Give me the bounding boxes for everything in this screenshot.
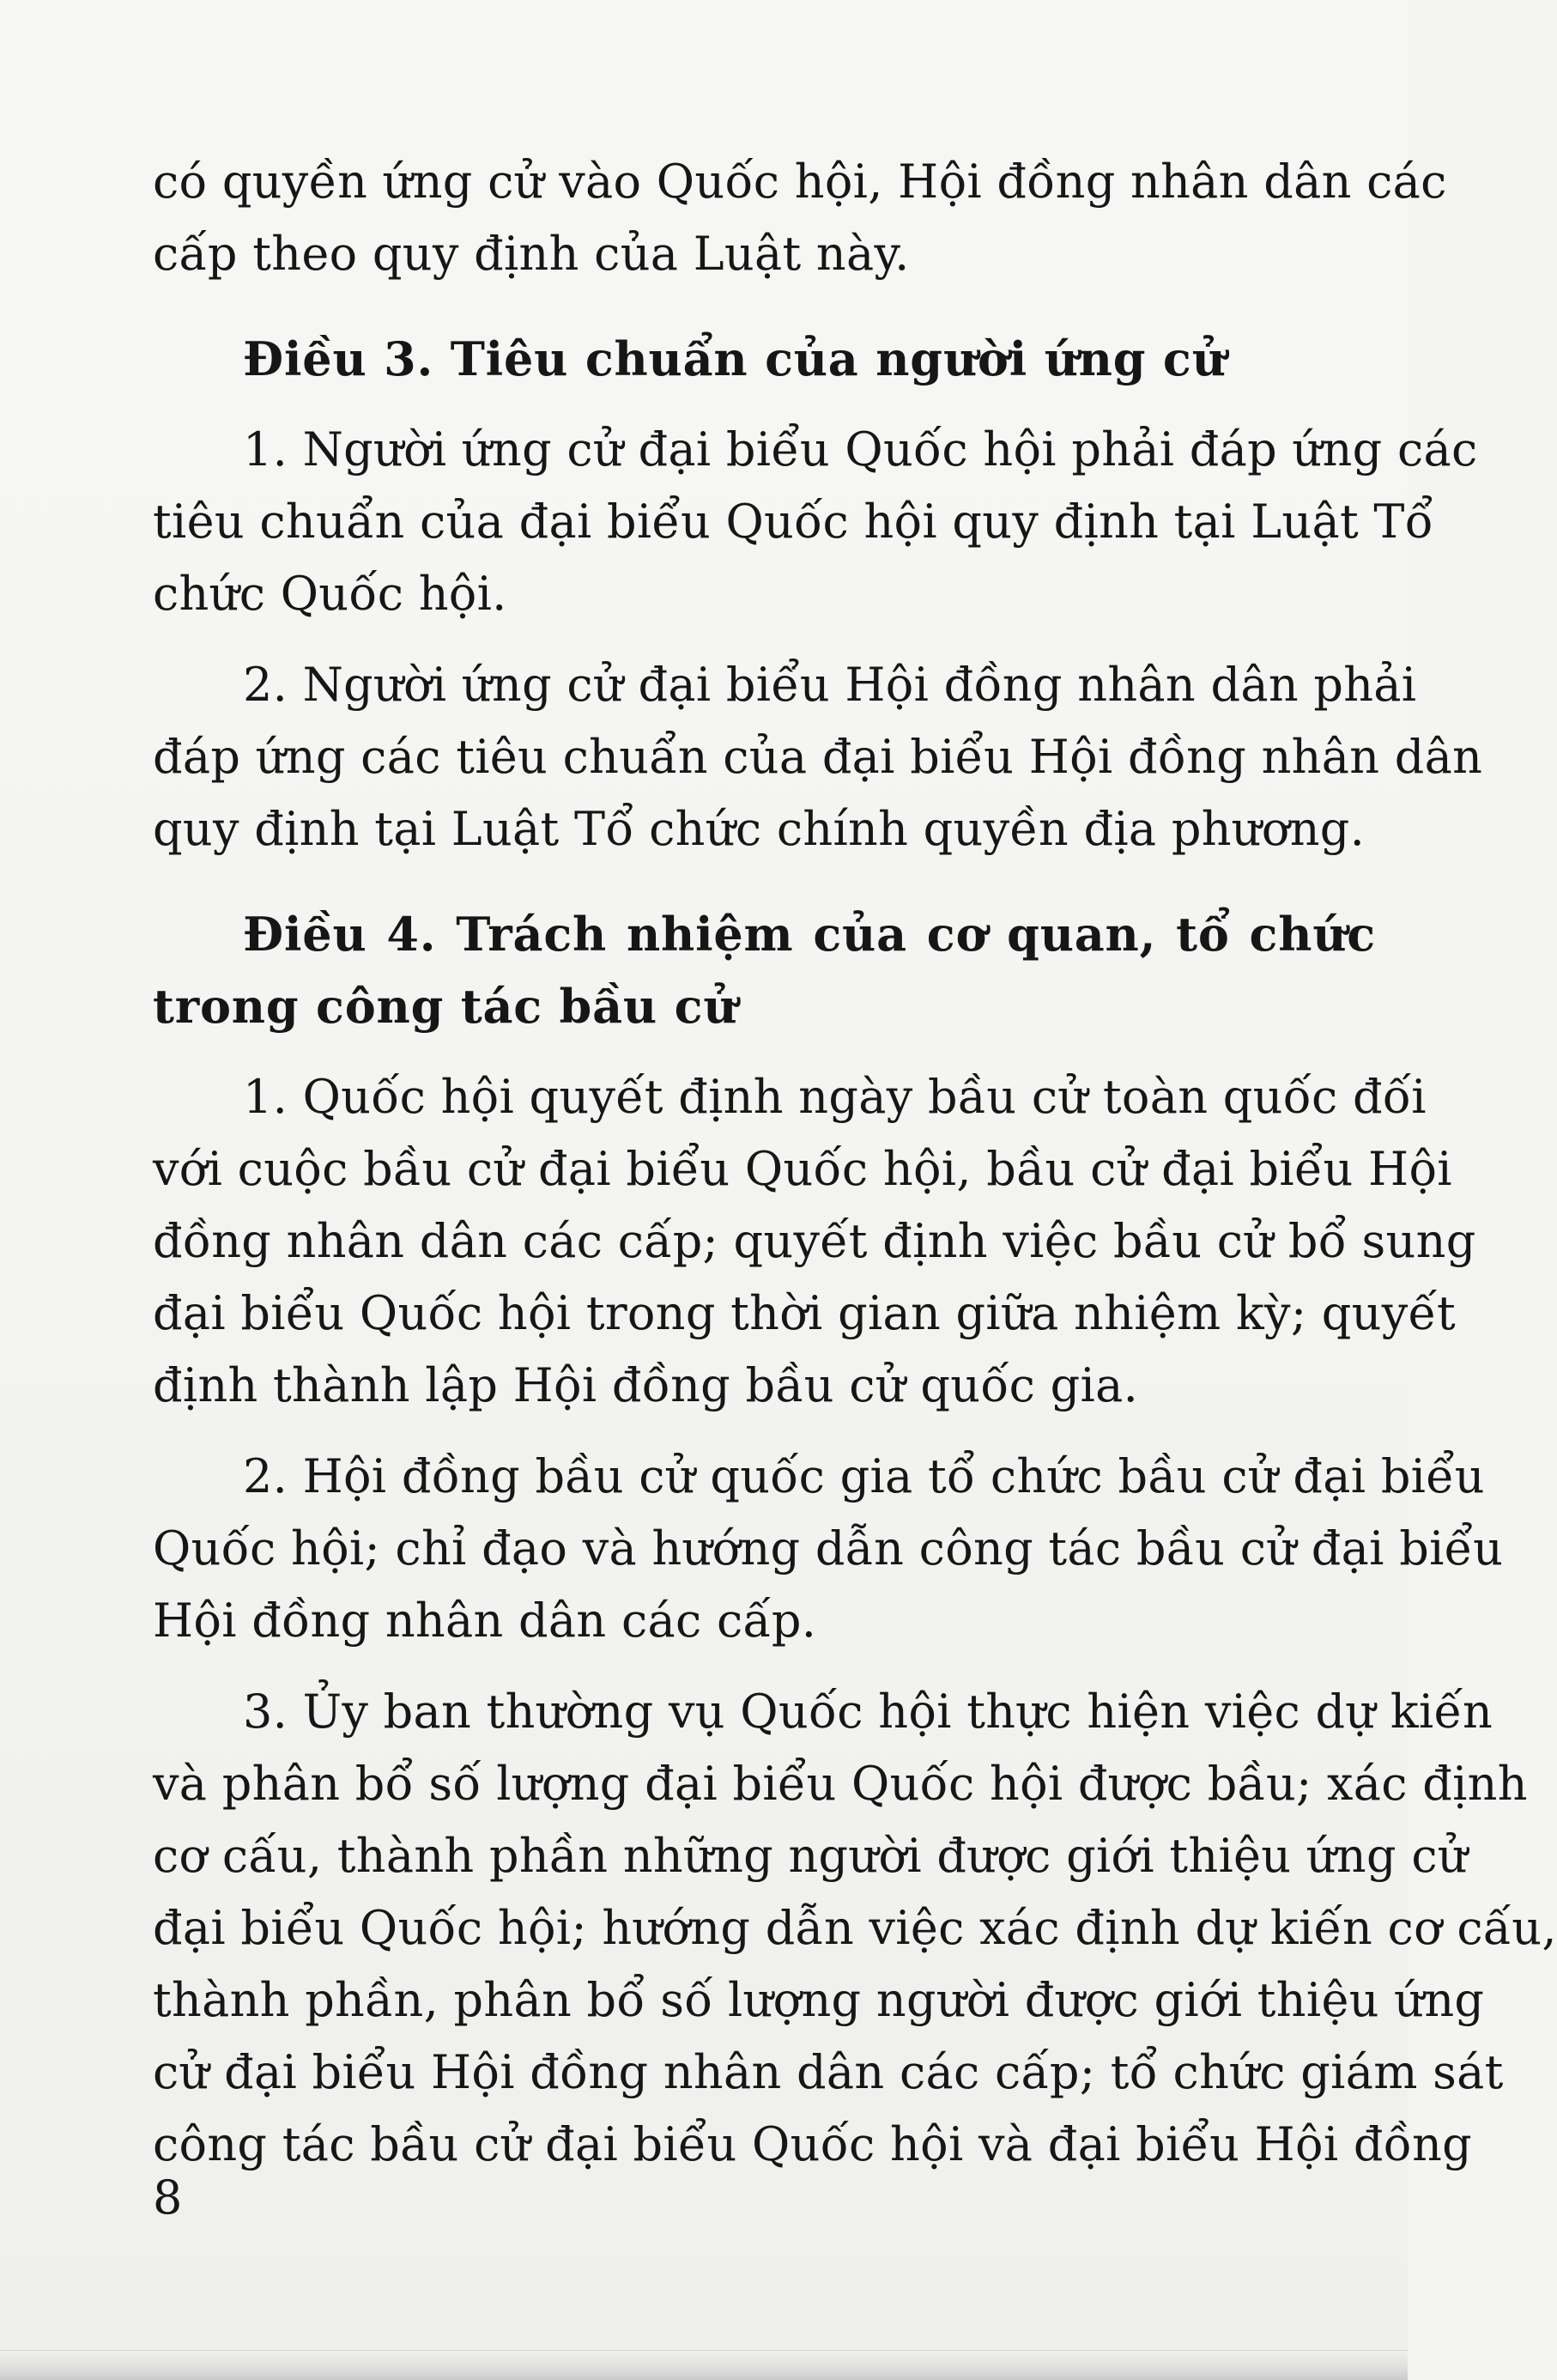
article-heading: Điều 3. Tiêu chuẩn của người ứng cử (243, 331, 1227, 386)
text-line: 1. Người ứng cử đại biểu Quốc hội phải đáp ứng các (243, 422, 1478, 477)
text-line: thành phần, phân bổ số lượng người được giới thiệu ứng (153, 1973, 1485, 2027)
text-line: chức Quốc hội. (153, 567, 507, 621)
text-line: cấp theo quy định của Luật này. (153, 227, 910, 281)
text-line: có quyền ứng cử vào Quốc hội, Hội đồng nhân dân các (153, 155, 1447, 209)
article-heading: trong công tác bầu cử (153, 979, 738, 1034)
page-bottom-edge (0, 2350, 1408, 2380)
text-line: 3. Ủy ban thường vụ Quốc hội thực hiện việc dự kiến (243, 1685, 1493, 1739)
text-line: 2. Người ứng cử đại biểu Hội đồng nhân dân phải (243, 658, 1417, 712)
text-line: đáp ứng các tiêu chuẩn của đại biểu Hội đồng nhân dân (153, 730, 1483, 784)
page-body (153, 155, 1557, 2172)
text-line: tiêu chuẩn của đại biểu Quốc hội quy định tại Luật Tổ (153, 495, 1434, 549)
article-heading: Điều 4. Trách nhiệm của cơ quan, tổ chức (243, 907, 1376, 962)
text-line: cử đại biểu Hội đồng nhân dân các cấp; tổ chức giám sát (153, 2045, 1504, 2099)
text-line: đồng nhân dân các cấp; quyết định việc bầu cử bổ sung (153, 1214, 1476, 1268)
text-line: đại biểu Quốc hội; hướng dẫn việc xác định dự kiến cơ cấu, (153, 1901, 1557, 1955)
text-line: Hội đồng nhân dân các cấp. (153, 1594, 817, 1648)
text-line: 1. Quốc hội quyết định ngày bầu cử toàn quốc đối (243, 1070, 1427, 1124)
text-line: đại biểu Quốc hội trong thời gian giữa nhiệm kỳ; quyết (153, 1286, 1457, 1340)
text-line: công tác bầu cử đại biểu Quốc hội và đại biểu Hội đồng (153, 2117, 1473, 2171)
text-line: định thành lập Hội đồng bầu cử quốc gia. (153, 1358, 1139, 1412)
text-line: Quốc hội; chỉ đạo và hướng dẫn công tác bầu cử đại biểu (153, 1521, 1504, 1576)
text-line: với cuộc bầu cử đại biểu Quốc hội, bầu cử đại biểu Hội (153, 1142, 1452, 1196)
text-line: quy định tại Luật Tổ chức chính quyền địa phương. (153, 802, 1366, 856)
text-line: 2. Hội đồng bầu cử quốc gia tổ chức bầu cử đại biểu (243, 1449, 1485, 1503)
page-number: 8 (153, 2171, 183, 2225)
text-line: và phân bổ số lượng đại biểu Quốc hội được bầu; xác định (153, 1757, 1528, 1811)
text-line: cơ cấu, thành phần những người được giới thiệu ứng cử (153, 1829, 1468, 1883)
